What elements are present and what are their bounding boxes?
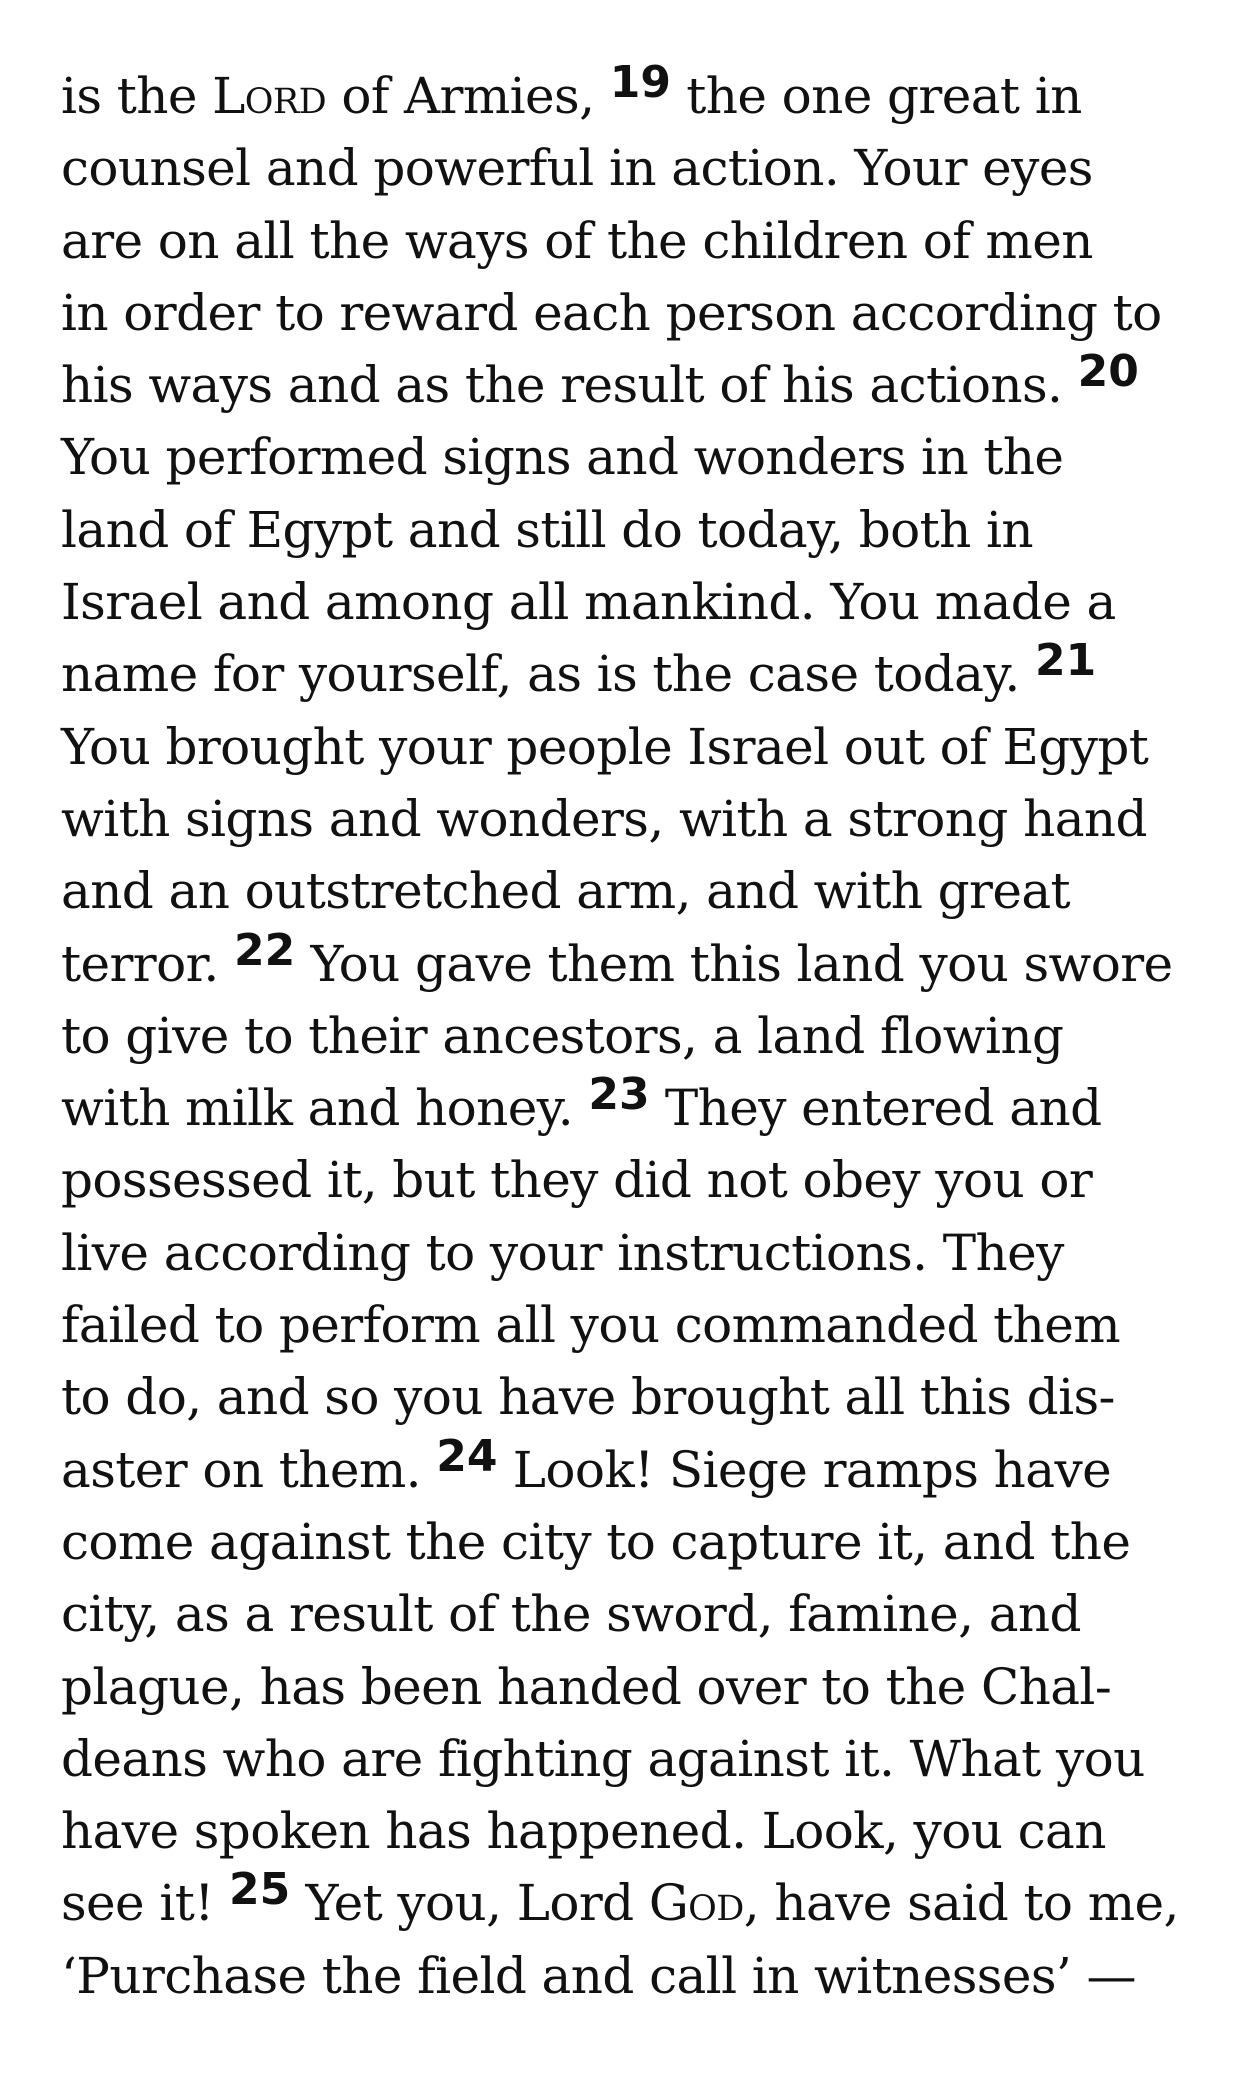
- verse-text: Look! Siege ramps have: [497, 1440, 1112, 1499]
- text-line: [61, 277, 1201, 349]
- text-line: [61, 924, 1201, 1000]
- text-line: [61, 711, 1201, 783]
- divine-name-small-caps: God: [648, 1874, 744, 1933]
- verse-number: 19: [609, 57, 671, 108]
- verse-text: have spoken has happened. Look, you can: [61, 1802, 1106, 1861]
- verse-number: 20: [1077, 346, 1139, 398]
- text-line: [61, 421, 1201, 493]
- verse-text: , have said to me,: [743, 1874, 1179, 1933]
- text-line: [61, 57, 1201, 132]
- text-line: [61, 855, 1201, 927]
- verse-text: to do, and so you have brought all this dis-: [61, 1368, 1115, 1427]
- verse-text: counsel and powerful in action. Your eyes: [61, 139, 1093, 198]
- verse-text: They entered and: [649, 1079, 1102, 1138]
- verse-text: plague, has been handed over to the Chal-: [61, 1657, 1112, 1716]
- text-line: [61, 132, 1201, 204]
- verse-text: Yet you, Lord: [290, 1874, 649, 1933]
- text-line: [61, 1144, 1201, 1216]
- verse-text: ‘Purchase the field and call in witnesses’ —: [61, 1946, 1136, 2005]
- verse-number: 24: [436, 1430, 498, 1482]
- text-line: [61, 1217, 1201, 1289]
- verse-text: You performed signs and wonders in the: [61, 428, 1064, 487]
- verse-text: come against the city to capture it, and the: [61, 1512, 1131, 1571]
- text-line: [61, 1578, 1201, 1650]
- text-line: [61, 783, 1201, 855]
- text-line: [61, 1000, 1201, 1072]
- text-line: [61, 1506, 1201, 1578]
- verse-text: his ways and as the result of his actions.: [61, 356, 1078, 415]
- verse-text: with signs and wonders, with a strong hand: [61, 789, 1147, 848]
- verse-number: 22: [233, 924, 296, 976]
- verse-text: deans who are fighting against it. What you: [61, 1729, 1145, 1788]
- verse-text: live according to your instructions. They: [61, 1223, 1064, 1282]
- divine-name-small-caps: Lord: [212, 67, 327, 125]
- text-line: [61, 205, 1201, 277]
- verse-text: and an outstretched arm, and with great: [61, 862, 1071, 921]
- verse-text: possessed it, but they did not obey you or: [61, 1151, 1093, 1210]
- text-line: [61, 1430, 1201, 1506]
- text-line: [61, 1289, 1201, 1361]
- verse-text: city, as a result of the sword, famine, and: [61, 1585, 1081, 1644]
- verse-number: 21: [1034, 635, 1097, 687]
- text-line: [61, 1069, 1201, 1144]
- verse-text: to give to their ancestors, a land flowing: [61, 1006, 1064, 1065]
- verse-text: aster on them.: [61, 1440, 437, 1499]
- text-line: [61, 635, 1201, 710]
- verse-text: You brought your people Israel out of Egypt: [61, 717, 1149, 776]
- verse-text: of Armies,: [326, 67, 610, 125]
- verse-text: You gave them this land you swore: [295, 934, 1173, 993]
- text-line: [61, 1723, 1201, 1795]
- text-line: [61, 1864, 1201, 1939]
- verse-text: is the: [61, 67, 213, 125]
- text-line: [61, 566, 1201, 638]
- verse-text: Israel and among all mankind. You made a: [61, 573, 1116, 632]
- verse-text: terror.: [61, 934, 234, 993]
- text-line: [61, 494, 1201, 566]
- verse-text: land of Egypt and still do today, both in: [61, 500, 1033, 559]
- verse-text: see it!: [61, 1874, 230, 1933]
- verse-number: 23: [588, 1069, 650, 1121]
- passage-text: [61, 57, 1201, 2012]
- verse-text: the one great in: [670, 67, 1082, 125]
- verse-number: 25: [229, 1864, 291, 1916]
- text-line: [61, 1361, 1201, 1433]
- text-line: [61, 346, 1201, 421]
- text-line: [61, 1940, 1201, 2012]
- text-line: [61, 1651, 1201, 1723]
- verse-text: with milk and honey.: [61, 1079, 589, 1138]
- verse-text: are on all the ways of the children of men: [61, 211, 1093, 270]
- verse-text: in order to reward each person according to: [61, 283, 1162, 342]
- verse-text: name for yourself, as is the case today.: [61, 645, 1035, 704]
- text-line: [61, 1795, 1201, 1867]
- verse-text: failed to perform all you commanded them: [61, 1296, 1121, 1355]
